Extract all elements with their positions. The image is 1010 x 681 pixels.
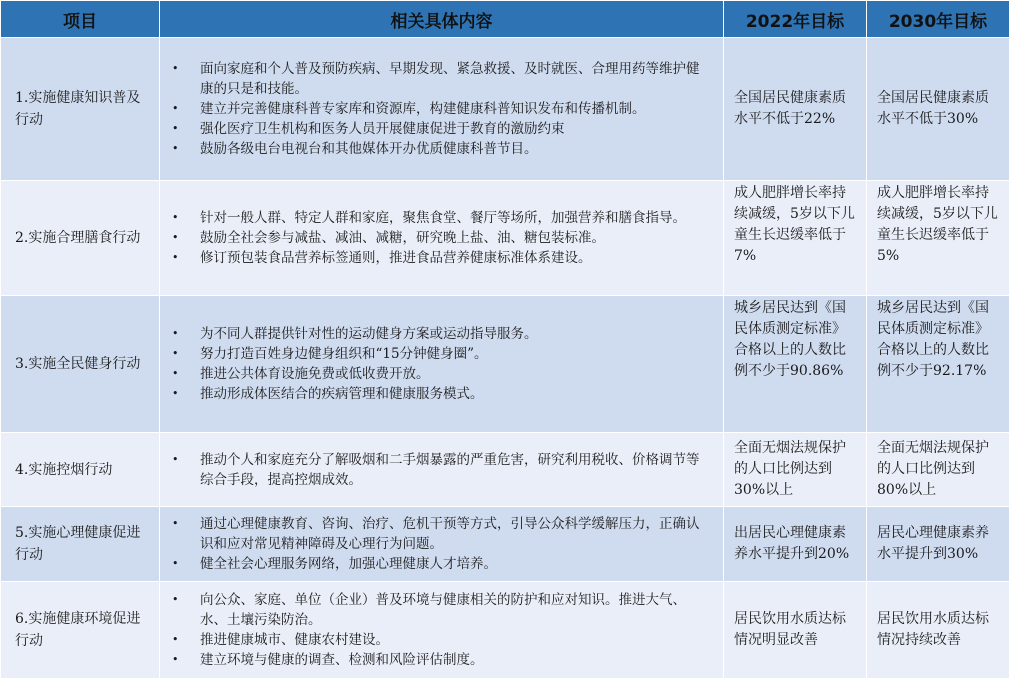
row-content — [160, 433, 724, 507]
content-bullet: • 通过心理健康教育、咨询、治疗、危机干预等方式，引导公众科学缓解压力，正确认识和应对常见精神障碍及心理行为问题。 — [172, 516, 700, 552]
row-content — [160, 181, 724, 296]
row-target-2022: 居民饮用水质达标情况明显改善 — [724, 582, 867, 679]
content-bullet: • 建立环境与健康的调查、检测和风险评估制度。 — [172, 652, 484, 668]
row-item: 6.实施健康环境促进行动 — [1, 582, 160, 679]
bullet-icon: • — [172, 327, 179, 340]
bullet-icon: • — [172, 122, 179, 135]
bullet-icon: • — [172, 387, 179, 400]
content-bullet: • 推动个人和家庭充分了解吸烟和二手烟暴露的严重危害，研究利用税收、价格调节等综合手段，提高控烟成效。 — [172, 451, 700, 488]
row-content — [160, 296, 724, 433]
row-item: 2.实施合理膳食行动 — [1, 181, 160, 296]
content-bullet: • 面向家庭和个人普及预防疾病、早期发现、紧急救援、及时就医、合理用药等维护健康的只是和技能。 — [172, 61, 700, 97]
row-target-2030: 全面无烟法规保护的人口比例达到80%以上 — [867, 433, 1010, 507]
header-item: 项目 — [1, 1, 160, 38]
bullet-icon: • — [172, 251, 179, 264]
table-row — [1, 507, 1010, 582]
row-item: 4.实施控烟行动 — [1, 433, 160, 507]
content-bullet: • 推动形成体医结合的疾病管理和健康服务模式。 — [172, 386, 484, 402]
table-row — [1, 296, 1010, 433]
bullet-icon: • — [172, 452, 179, 466]
row-target-2030: 全国居民健康素质水平不低于30% — [867, 38, 1010, 181]
header-row — [1, 1, 1010, 38]
bullet-icon: • — [172, 517, 179, 530]
bullet-icon: • — [172, 142, 179, 155]
content-bullet: • 努力打造百姓身边健身组织和“15分钟健身圈”。 — [172, 346, 488, 362]
table-row — [1, 181, 1010, 296]
row-content — [160, 38, 724, 181]
bullet-icon: • — [172, 593, 179, 606]
row-item: 1.实施健康知识普及行动 — [1, 38, 160, 181]
row-target-2030: 居民心理健康素养水平提升到30% — [867, 507, 1010, 582]
bullet-icon: • — [172, 62, 179, 75]
row-target-2030: 居民饮用水质达标情况持续改善 — [867, 582, 1010, 679]
row-target-2030: 城乡居民达到《国民体质测定标准》合格以上的人数比例不少于92.17% — [867, 296, 1010, 433]
header-target-2030: 2030年目标 — [867, 1, 1010, 38]
row-target-2022: 全国居民健康素质水平不低于22% — [724, 38, 867, 181]
bullet-icon: • — [172, 633, 179, 646]
bullet-icon: • — [172, 347, 179, 360]
row-target-2030: 成人肥胖增长率持续减缓，5岁以下儿童生长迟缓率低于5% — [867, 181, 1010, 296]
header-content: 相关具体内容 — [160, 1, 724, 38]
row-content — [160, 582, 724, 679]
row-target-2022: 城乡居民达到《国民体质测定标准》合格以上的人数比例不少于90.86% — [724, 296, 867, 433]
content-bullet: • 强化医疗卫生机构和医务人员开展健康促进于教育的激励约束 — [172, 121, 565, 137]
content-bullet: • 建立并完善健康科普专家库和资源库，构建健康科普知识发布和传播机制。 — [172, 101, 646, 117]
row-target-2022: 成人肥胖增长率持续减缓，5岁以下儿童生长迟缓率低于7% — [724, 181, 867, 296]
row-target-2022: 全面无烟法规保护的人口比例达到30%以上 — [724, 433, 867, 507]
content-bullet: • 修订预包装食品营养标签通则，推进食品营养健康标准体系建设。 — [172, 250, 592, 266]
content-bullet: • 为不同人群提供针对性的运动健身方案或运动指导服务。 — [172, 326, 538, 342]
table-row — [1, 38, 1010, 181]
content-bullet: • 鼓励各级电台电视台和其他媒体开办优质健康科普节目。 — [172, 141, 538, 157]
bullet-icon: • — [172, 367, 179, 380]
content-bullet: • 针对一般人群、特定人群和家庭，聚焦食堂、餐厅等场所，加强营养和膳食指导。 — [172, 210, 686, 226]
bullet-icon: • — [172, 231, 179, 244]
content-bullet: • 推进健康城市、健康农村建设。 — [172, 632, 389, 648]
row-item: 5.实施心理健康促进行动 — [1, 507, 160, 582]
row-target-2022: 出居民心理健康素养水平提升到20% — [724, 507, 867, 582]
table-row — [1, 582, 1010, 679]
bullet-icon: • — [172, 557, 179, 570]
content-bullet: • 向公众、家庭、单位（企业）普及环境与健康相关的防护和应对知识。推进大气、水、土壤污染防治。 — [172, 592, 686, 628]
row-content — [160, 507, 724, 582]
table-row — [1, 433, 1010, 507]
header-target-2022: 2022年目标 — [724, 1, 867, 38]
content-bullet: • 健全社会心理服务网络，加强心理健康人才培养。 — [172, 556, 497, 572]
bullet-icon: • — [172, 653, 179, 666]
bullet-icon: • — [172, 211, 179, 224]
content-bullet: • 鼓励全社会参与减盐、减油、减糖，研究晚上盐、油、糖包装标准。 — [172, 230, 605, 246]
content-bullet: • 推进公共体育设施免费或低收费开放。 — [172, 366, 430, 382]
row-item: 3.实施全民健身行动 — [1, 296, 160, 433]
bullet-icon: • — [172, 102, 179, 115]
